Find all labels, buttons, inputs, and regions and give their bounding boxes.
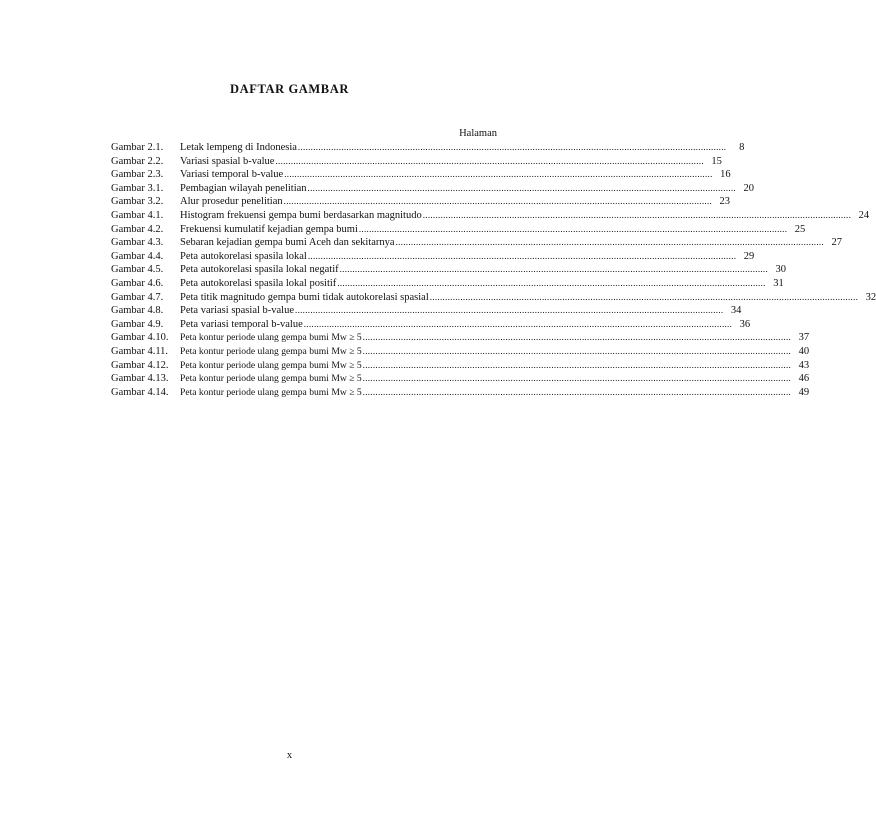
figure-page: 25: [794, 223, 806, 235]
dot-leader: [363, 359, 791, 373]
dot-leader: [284, 195, 712, 209]
figure-page: 40: [798, 345, 810, 357]
figure-title: Peta kontur periode ulang gempa bumi Mw ≥ 5: [180, 386, 362, 398]
figure-title: Sebaran kejadian gempa bumi Aceh dan sekitarnya: [180, 237, 395, 249]
toc-entry[interactable]: [111, 277, 784, 291]
figure-page: 24: [858, 209, 870, 221]
figure-number: Gambar 2.2.: [111, 155, 164, 167]
figure-title: Peta autokorelasi spasila lokal positif: [180, 277, 337, 289]
dot-leader: [337, 277, 765, 291]
dot-leader: [359, 223, 787, 237]
dot-leader: [423, 209, 851, 223]
figure-page: 29: [743, 250, 755, 262]
figure-title: Variasi temporal b-value: [180, 169, 284, 181]
page-title: DAFTAR GAMBAR: [229, 82, 350, 96]
figure-title: Peta variasi temporal b-value: [180, 318, 303, 330]
figure-page: 31: [773, 277, 784, 289]
figure-number: Gambar 4.6.: [111, 277, 164, 289]
toc-entry[interactable]: [111, 250, 755, 264]
halaman-label: Halaman: [459, 128, 497, 139]
toc-entry[interactable]: [111, 182, 754, 196]
toc-entry[interactable]: [111, 359, 810, 373]
page-number: x: [286, 750, 293, 761]
dot-leader: [295, 304, 723, 318]
figure-title: Peta kontur periode ulang gempa bumi Mw ≥ 5: [180, 332, 362, 344]
figure-page: 37: [798, 332, 810, 344]
figure-title: Letak lempeng di Indonesia: [180, 142, 297, 153]
toc-entry[interactable]: [111, 263, 787, 277]
toc-entry[interactable]: [111, 318, 751, 332]
dot-leader: [340, 263, 768, 277]
toc-entry[interactable]: [111, 209, 870, 223]
dot-leader: [284, 168, 712, 182]
figure-number: Gambar 4.1.: [111, 209, 164, 221]
figure-list: [111, 141, 876, 399]
figure-number: Gambar 4.10.: [111, 332, 169, 344]
toc-entry[interactable]: [111, 331, 810, 345]
dot-leader: [363, 386, 791, 400]
figure-number: Gambar 3.1.: [111, 182, 164, 194]
dot-leader: [304, 318, 732, 332]
figure-title: Histogram frekuensi gempa bumi berdasarkan magnitudo: [180, 209, 422, 221]
toc-entry[interactable]: [111, 345, 810, 359]
figure-number: Gambar 4.14.: [111, 386, 169, 398]
figure-title: Peta titik magnitudo gempa bumi tidak autokorelasi spasial: [180, 291, 429, 303]
figure-page: 15: [711, 155, 722, 167]
figure-number: Gambar 4.13.: [111, 373, 169, 385]
figure-number: Gambar 4.7.: [111, 291, 164, 303]
figure-page: 27: [831, 237, 842, 249]
toc-entry[interactable]: [111, 155, 722, 169]
dot-leader: [275, 155, 703, 169]
dot-leader: [298, 141, 726, 155]
dot-leader: [363, 372, 791, 386]
figure-title: Variasi spasial b-value: [180, 155, 275, 167]
figure-page: 23: [719, 196, 731, 208]
figure-title: Alur prosedur penelitian: [180, 196, 283, 208]
dot-leader: [308, 182, 736, 196]
figure-page: 34: [730, 305, 742, 317]
dot-leader: [430, 291, 858, 305]
dot-leader: [308, 250, 736, 264]
toc-entry[interactable]: [111, 386, 810, 400]
toc-entry[interactable]: [111, 291, 876, 305]
figure-title: Peta kontur periode ulang gempa bumi Mw ≥ 5: [180, 373, 362, 385]
toc-entry[interactable]: [111, 304, 742, 318]
dot-leader: [396, 236, 824, 250]
figure-title: Peta autokorelasi spasila lokal negatif: [180, 264, 339, 276]
toc-entry[interactable]: [111, 141, 745, 155]
toc-entry[interactable]: [111, 236, 842, 250]
figure-page: 49: [798, 386, 810, 398]
figure-title: Peta variasi spasial b-value: [180, 305, 295, 317]
figure-number: Gambar 4.5.: [111, 264, 164, 276]
figure-number: Gambar 4.4.: [111, 250, 164, 262]
figure-page: 46: [798, 373, 810, 385]
figure-page: 43: [798, 359, 810, 371]
figure-number: Gambar 4.11.: [111, 345, 169, 357]
toc-entry[interactable]: [111, 168, 731, 182]
figure-page: 32: [865, 291, 876, 303]
dot-leader: [363, 345, 791, 359]
figure-page: 16: [720, 169, 731, 181]
figure-page: 8: [739, 142, 745, 153]
figure-title: Peta autokorelasi spasila lokal: [180, 250, 307, 262]
figure-page: 30: [775, 264, 787, 276]
figure-page: 20: [743, 182, 754, 194]
figure-title: Peta kontur periode ulang gempa bumi Mw ≥ 5: [180, 359, 362, 371]
toc-entry[interactable]: [111, 372, 810, 386]
figure-title: Peta kontur periode ulang gempa bumi Mw ≥ 5: [180, 345, 362, 357]
dot-leader: [363, 331, 791, 345]
figure-number: Gambar 4.2.: [111, 223, 164, 235]
figure-number: Gambar 2.3.: [111, 169, 164, 181]
figure-number: Gambar 3.2.: [111, 196, 164, 208]
figure-number: Gambar 4.12.: [111, 359, 169, 371]
toc-entry[interactable]: [111, 195, 731, 209]
figure-number: Gambar 4.8.: [111, 305, 164, 317]
figure-title: Pembagian wilayah penelitian: [180, 182, 307, 194]
figure-number: Gambar 4.3.: [111, 237, 164, 249]
figure-page: 36: [739, 318, 751, 330]
figure-number: Gambar 2.1.: [111, 142, 164, 153]
figure-title: Frekuensi kumulatif kejadian gempa bumi: [180, 223, 358, 235]
toc-entry[interactable]: [111, 223, 806, 237]
figure-number: Gambar 4.9.: [111, 318, 164, 330]
